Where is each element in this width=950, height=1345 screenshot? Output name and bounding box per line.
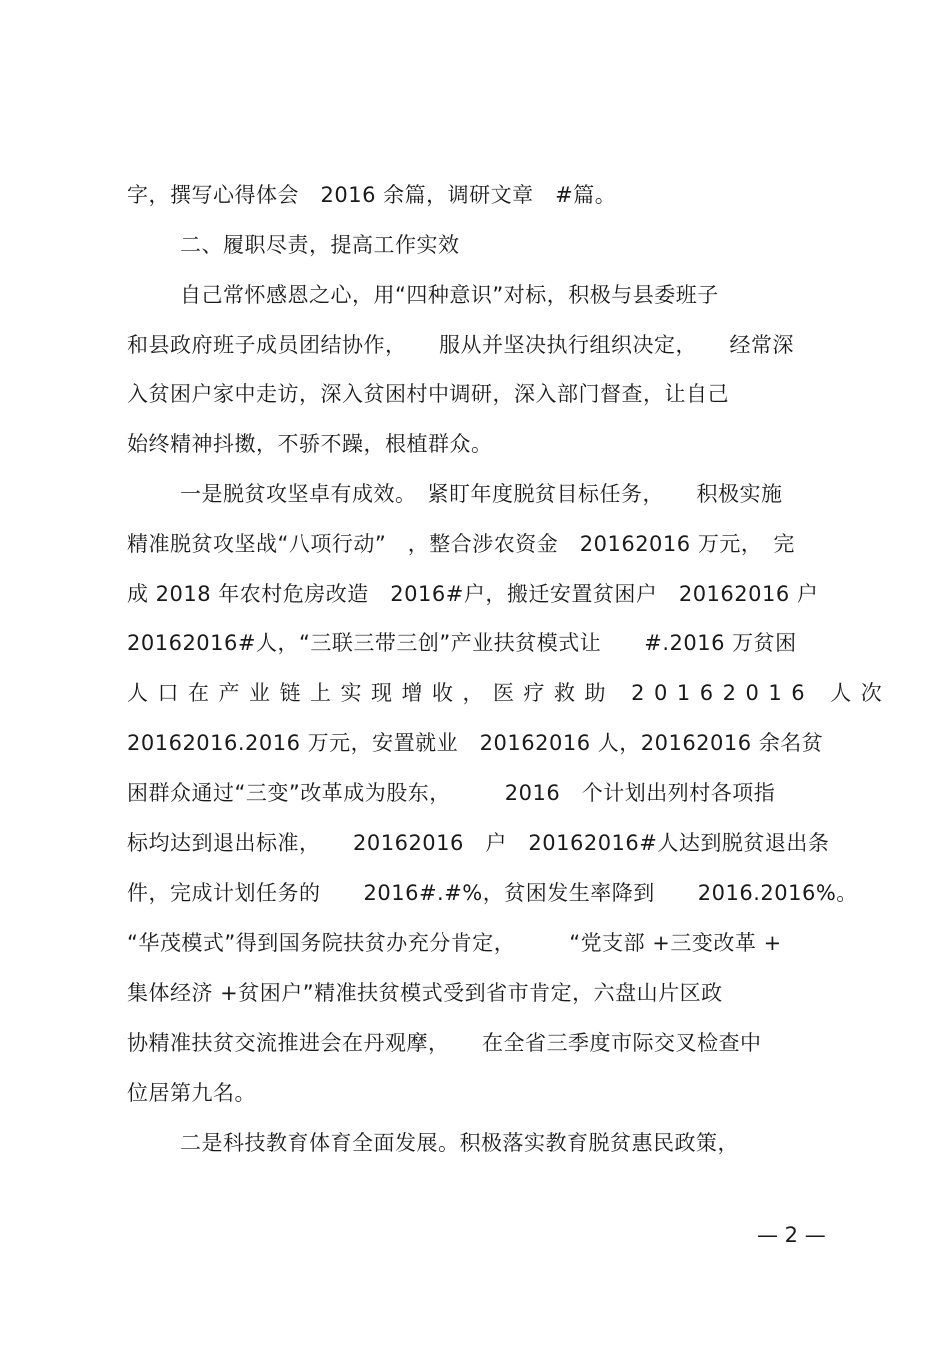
text-line: 字，撰写心得体会 2016 余篇，调研文章 #篇。 — [127, 183, 617, 207]
text-line: 20162016.2016 万元，安置就业 20162016 人，20162016 余名贫 — [127, 731, 824, 755]
text-line: 一是脱贫攻坚卓有成效。 紧盯年度脱贫目标任务， 积极实施 — [180, 482, 783, 506]
text-line: 位居第九名。 — [127, 1081, 256, 1105]
text-line: 件，完成计划任务的 2016#.#%，贫困发生率降到 2016.2016%。 — [127, 881, 858, 905]
text-line: 成 2018 年农村危房改造 2016#户，搬迁安置贫困户 20162016 户 — [127, 582, 819, 606]
text-line: 二是科技教育体育全面发展。积极落实教育脱贫惠民政策， — [180, 1131, 739, 1155]
text-line: 20162016#人，“三联三带三创”产业扶贫模式让 #.2016 万贫困 — [127, 631, 797, 655]
text-line: “华茂模式”得到国务院扶贫办充分肯定， “党支部 +三变改革 + — [127, 931, 782, 955]
text-line: 集体经济 +贫困户”精准扶贫模式受到省市肯定，六盘山片区政 — [127, 981, 723, 1005]
text-line: 自己常怀感恩之心，用“四种意识”对标，积极与县委班子 — [180, 283, 719, 307]
text-line: 标均达到退出标准， 20162016 户 20162016#人达到脱贫退出条 — [127, 831, 830, 855]
text-line: 精准脱贫攻坚战“八项行动” ，整合涉农资金 20162016 万元， 完 — [127, 532, 795, 556]
page-number: — 2 — — [757, 1223, 826, 1247]
section-heading: 二、履职尽责，提高工作实效 — [180, 233, 460, 257]
text-line: 协精准扶贫交流推进会在丹观摩， 在全省三季度市际交叉检查中 — [127, 1031, 762, 1055]
text-line: 人口在产业链上实现增收，医疗救助 20162016 人次 — [127, 681, 892, 705]
text-line: 入贫困户家中走访，深入贫困村中调研，深入部门督查，让自己 — [127, 382, 729, 406]
text-line: 始终精神抖擞，不骄不躁，根植群众。 — [127, 432, 493, 456]
text-line: 和县政府班子成员团结协作， 服从并坚决执行组织决定， 经常深 — [127, 333, 794, 357]
text-line: 困群众通过“三变”改革成为股东， 2016 个计划出列村各项指 — [127, 781, 776, 805]
